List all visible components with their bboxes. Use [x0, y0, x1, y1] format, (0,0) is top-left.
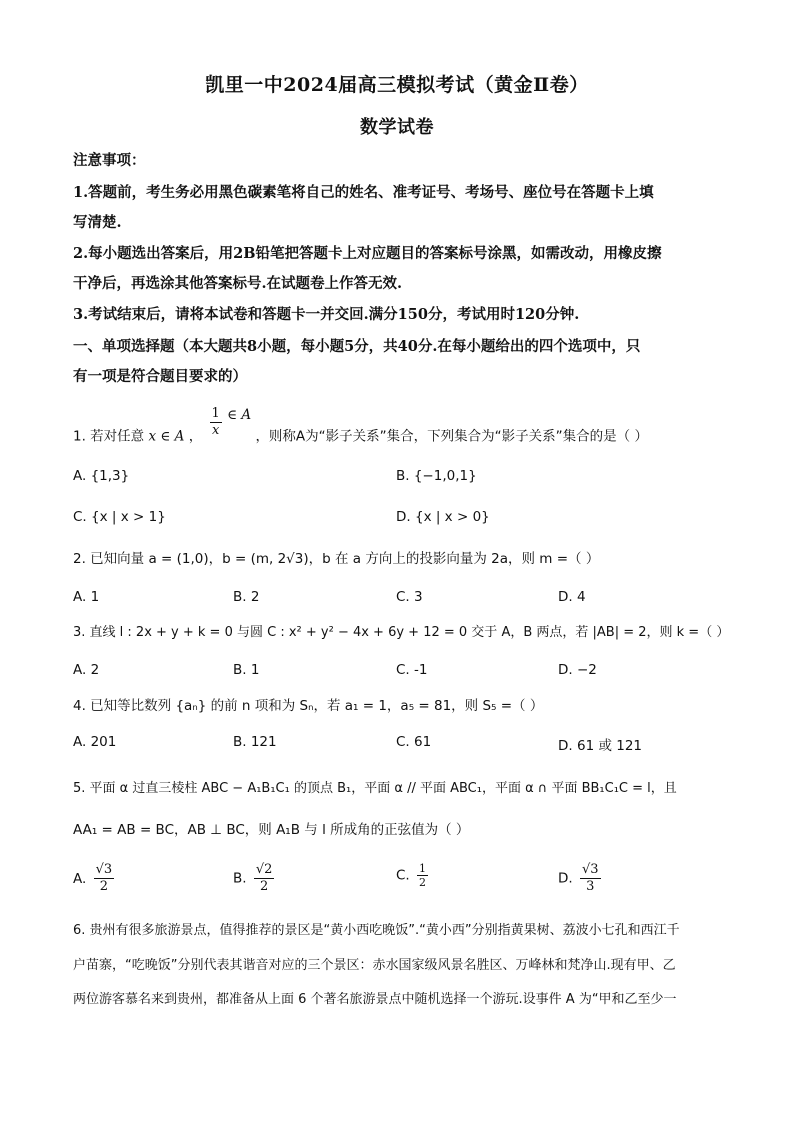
question-1-fraction-numerator: 1 [211, 406, 220, 421]
question-5-option-c-denominator: 2 [419, 876, 427, 889]
question-1-condition: x ∈ A [148, 428, 185, 445]
question-1-option-b: B. {−1,0,1} [396, 468, 477, 484]
notice-heading: 注意事项： [73, 152, 146, 169]
question-1-stem-a: 1. 若对任意 [73, 428, 145, 445]
question-2-option-c: C. 3 [396, 589, 423, 605]
question-4-option-c: C. 61 [396, 734, 432, 750]
question-3-option-a: A. 2 [73, 662, 100, 678]
question-1-fraction-denominator: x [211, 423, 220, 438]
question-5-option-c-fraction [417, 862, 428, 889]
question-4-stem: 4. 已知等比数列 {aₙ} 的前 n 项和为 Sₙ，若 a₁ = 1，a₅ = 81，则 S₅ =（ ） [73, 698, 544, 714]
question-5-option-b-denominator: 2 [260, 879, 269, 894]
question-2-stem: 2. 已知向量 a = (1,0)，b = (m, 2√3)，b 在 a 方向上的投影向量为 2a，则 m =（ ） [73, 551, 600, 567]
question-5-option-d [558, 862, 604, 895]
question-1-option-c: C. {x | x > 1} [73, 509, 166, 525]
question-5-option-a [73, 862, 117, 895]
question-5-option-a-fraction [94, 862, 115, 895]
question-1-fraction [210, 406, 222, 439]
notice-item-2-line-1: 2.每小题选出答案后，用2B铅笔把答题卡上对应题目的答案标号涂黑，如需改动，用橡皮擦 [73, 245, 662, 262]
question-1-in-a: ∈ A [227, 406, 252, 423]
notice-item-3: 3.考试结束后，请将本试卷和答题卡一并交回.满分150分，考试用时120分钟. [73, 306, 580, 323]
question-5-option-d-numerator: √3 [581, 862, 599, 877]
question-5-option-b [233, 862, 277, 895]
question-5-option-d-denominator: 3 [586, 879, 595, 894]
question-5-option-a-numerator: √3 [95, 862, 113, 877]
question-2-option-d: D. 4 [558, 589, 586, 605]
question-6-line-3: 两位游客慕名来到贵州，都准备从上面 6 个著名旅游景点中随机选择一个游玩.设事件 A 为“甲和乙至少一 [73, 992, 677, 1007]
question-5-option-c-label: C. [396, 867, 410, 884]
question-5-option-c-numerator: 1 [419, 862, 427, 875]
question-4-option-d: D. 61 或 121 [558, 738, 643, 754]
question-4-option-b: B. 121 [233, 734, 277, 750]
question-5-option-b-fraction [254, 862, 275, 895]
question-3-option-b: B. 1 [233, 662, 260, 678]
question-5-option-b-numerator: √2 [255, 862, 273, 877]
section-1-heading-line-1: 一、单项选择题（本大题共8小题，每小题5分，共40分.在每小题给出的四个选项中，只 [73, 338, 641, 355]
question-5-option-a-denominator: 2 [99, 879, 109, 894]
question-1-comma: ， [188, 428, 203, 445]
question-6-line-2: 户苗寨，“吃晚饭”分别代表其谐音对应的三个景区：赤水国家级风景名胜区、万峰林和梵净山.现有甲、乙 [73, 958, 676, 973]
notice-item-2-line-2: 干净后，再选涂其他答案标号.在试题卷上作答无效. [73, 275, 403, 292]
question-2-option-b: B. 2 [233, 589, 260, 605]
section-1-heading-line-2: 有一项是符合题目要求的） [73, 368, 247, 385]
question-1-option-a: A. {1,3} [73, 468, 130, 484]
question-2-option-a: A. 1 [73, 589, 100, 605]
exam-subtitle: 数学试卷 [360, 117, 434, 138]
question-5-option-b-label: B. [233, 870, 247, 887]
question-3-option-d: D. −2 [558, 662, 597, 678]
question-5-option-d-fraction [580, 862, 601, 895]
exam-title: 凯里一中2024届高三模拟考试（黄金Ⅱ卷） [205, 74, 589, 96]
question-5-stem-line-2: AA₁ = AB = BC，AB ⊥ BC，则 A₁B 与 l 所成角的正弦值为（ ） [73, 822, 470, 838]
question-5-option-a-label: A. [73, 870, 87, 887]
question-5-option-c [396, 862, 431, 889]
question-6-line-1: 6. 贵州有很多旅游景点，值得推荐的景区是“黄小西吃晚饭”.“黄小西”分别指黄果树、荔波小七孔和西江千 [73, 923, 680, 938]
question-5-option-d-label: D. [558, 870, 573, 887]
question-1-stem-b: ，则称A为“影子关系”集合，下列集合为“影子关系”集合的是（ ） [255, 428, 648, 445]
question-4-option-a: A. 201 [73, 734, 117, 750]
question-3-stem: 3. 直线 l : 2x + y + k = 0 与圆 C : x² + y² − 4x + 6y + 12 = 0 交于 A，B 两点，若 |AB| = 2，则 k =（ ） [73, 625, 730, 640]
question-1-option-d: D. {x | x > 0} [396, 509, 490, 525]
notice-item-1-line-2: 写清楚. [73, 214, 122, 231]
question-5-stem-line-1: 5. 平面 α 过直三棱柱 ABC − A₁B₁C₁ 的顶点 B₁，平面 α // 平面 ABC₁，平面 α ∩ 平面 BB₁C₁C = l，且 [73, 781, 677, 796]
question-1-stem [73, 406, 733, 453]
question-3-option-c: C. -1 [396, 662, 428, 678]
notice-item-1-line-1: 1.答题前，考生务必用黑色碳素笔将自己的姓名、准考证号、考场号、座位号在答题卡上填 [73, 184, 654, 201]
